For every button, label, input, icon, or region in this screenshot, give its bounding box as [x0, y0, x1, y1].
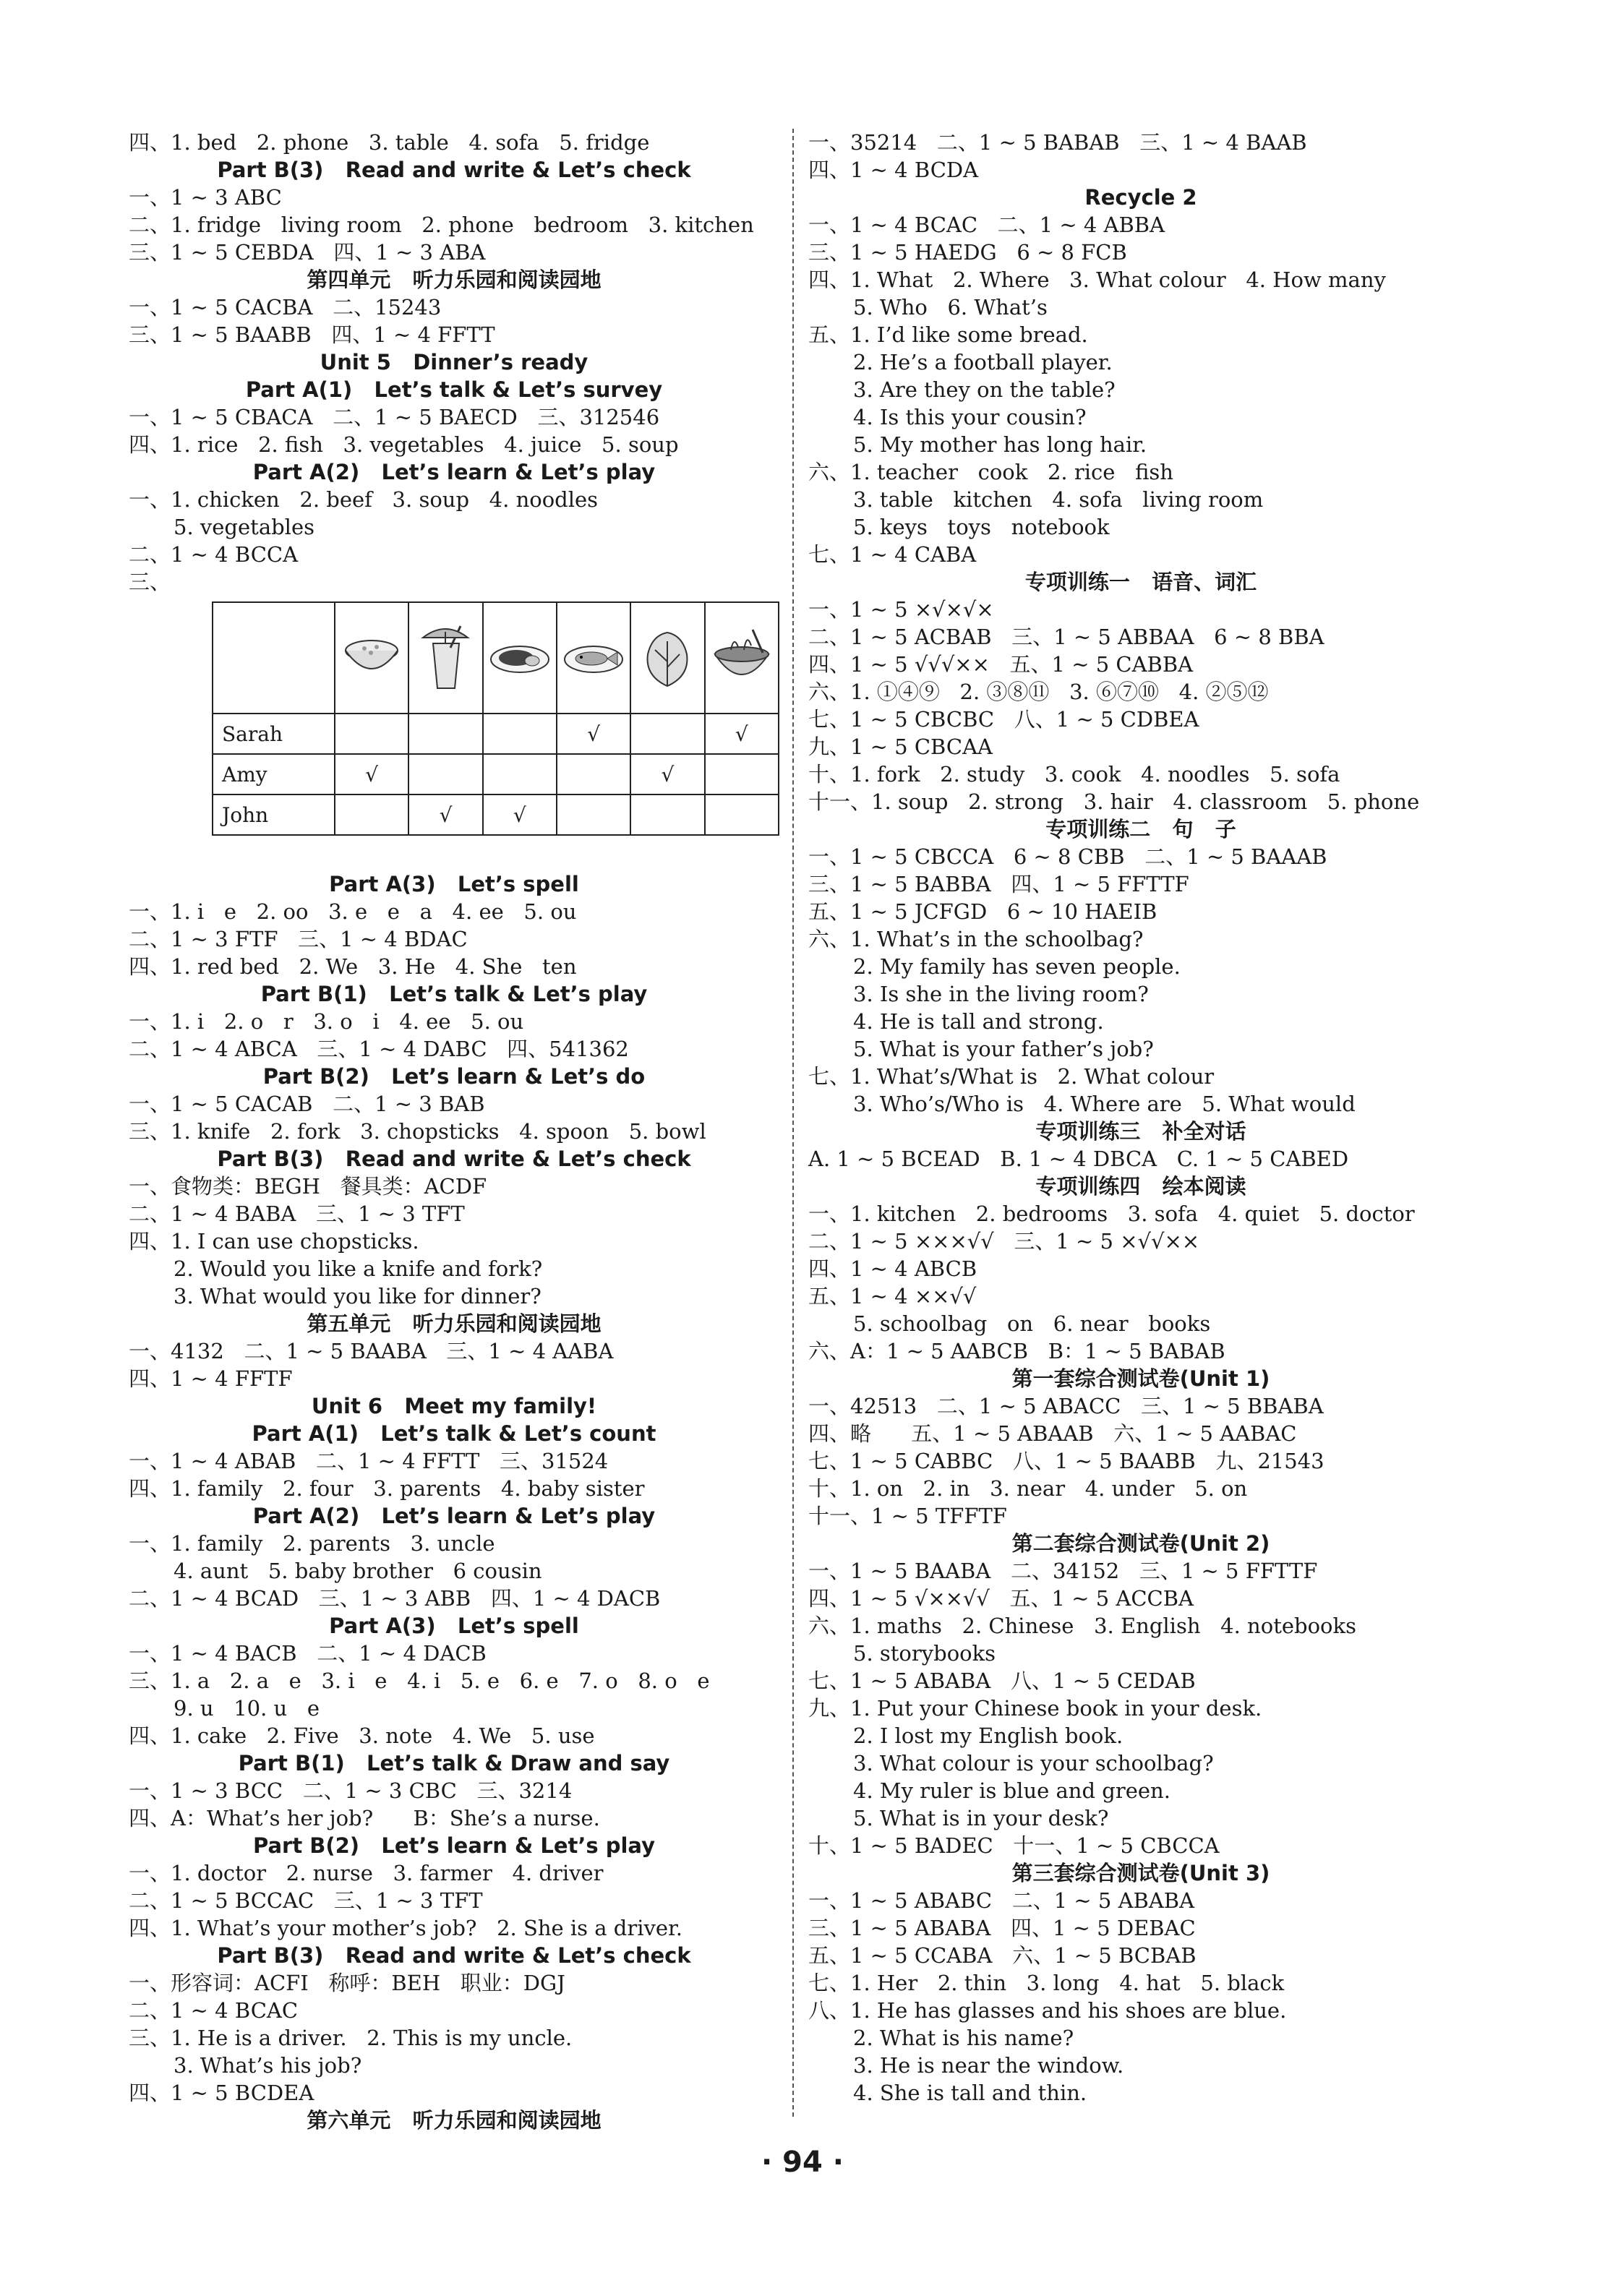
food-survey-table-wrap	[129, 596, 779, 870]
answer-line: 一、1 ~ 5 CBCCA 6 ~ 8 CBB 二、1 ~ 5 BAAAB	[808, 844, 1327, 869]
section-heading: Part B(2) Let’s learn & Let’s do	[262, 1064, 646, 1089]
answer-line: 二、1 ~ 4 BABA 三、1 ~ 3 TFT	[129, 1201, 465, 1226]
section-heading: 第二套综合测试卷(Unit 2)	[1011, 1531, 1270, 1556]
section-heading: Part B(1) Let’s talk & Let’s play	[260, 982, 648, 1006]
section-heading: 专项训练二 句 子	[1045, 817, 1236, 841]
section-heading: Part B(3) Read and write & Let’s check	[217, 1147, 691, 1171]
section-heading: 专项训练三 补全对话	[1035, 1119, 1246, 1144]
table-row-john	[213, 794, 779, 835]
answer-line: 3. table kitchen 4. sofa living room	[853, 487, 1264, 512]
answer-line: 3. What’s his job?	[174, 2053, 362, 2078]
answer-line: 5. Who 6. What’s	[853, 295, 1048, 320]
section-heading: Part B(3) Read and write & Let’s check	[217, 158, 691, 182]
section-heading: Part A(2) Let’s learn & Let’s play	[252, 1504, 656, 1528]
section-heading: 第六单元 听力乐园和阅读园地	[307, 2108, 602, 2133]
check-cell	[557, 754, 630, 794]
answer-line: 2. What is his name?	[853, 2026, 1074, 2050]
answer-line: 2. I lost my English book.	[853, 1723, 1124, 1748]
answer-line: 四、1. red bed 2. We 3. He 4. She ten	[129, 954, 577, 979]
check-cell: √	[557, 714, 630, 754]
answer-line: 四、1. cake 2. Five 3. note 4. We 5. use	[129, 1723, 595, 1748]
answer-line: 三、1 ~ 5 BABBA 四、1 ~ 5 FFTTF	[808, 872, 1189, 896]
answer-line: 3. What would you like for dinner?	[174, 1284, 542, 1308]
answer-line: 二、1 ~ 4 BCAC	[129, 1998, 299, 2023]
answer-line: 一、1 ~ 5 BAABA 二、34152 三、1 ~ 5 FFTTF	[808, 1559, 1318, 1583]
answer-line: 2. My family has seven people.	[853, 954, 1181, 979]
check-cell: √	[483, 794, 557, 835]
check-cell	[557, 794, 630, 835]
answer-line: 5. What is your father’s job?	[853, 1037, 1154, 1061]
answer-line: 一、1 ~ 3 ABC	[129, 185, 282, 210]
answer-line: 四、1. rice 2. fish 3. vegetables 4. juice 5. soup	[129, 432, 679, 457]
answer-line: 3. Is she in the living room?	[853, 982, 1149, 1006]
answer-line: 四、1 ~ 5 √××√√ 五、1 ~ 5 ACCBA	[808, 1586, 1194, 1611]
answer-line: 3. Who’s/Who is 4. Where are 5. What would	[853, 1092, 1356, 1116]
answer-line: 一、1. family 2. parents 3. uncle	[129, 1531, 495, 1556]
check-cell: √	[630, 754, 704, 794]
section-heading: Part A(3) Let’s spell	[329, 872, 579, 896]
answer-line: 一、42513 二、1 ~ 5 ABACC 三、1 ~ 5 BBABA	[808, 1394, 1324, 1418]
right-column	[808, 129, 1473, 2107]
answer-line: 六、1. maths 2. Chinese 3. English 4. notebooks	[808, 1614, 1356, 1638]
answer-line: 七、1 ~ 4 CABA	[808, 542, 977, 567]
answer-line: 四、1 ~ 4 BCDA	[808, 158, 979, 182]
answer-line: 3. What colour is your schoolbag?	[853, 1751, 1214, 1775]
answer-line: 七、1 ~ 5 CBCBC 八、1 ~ 5 CDBEA	[808, 707, 1199, 732]
answer-line: 5. schoolbag on 6. near books	[853, 1311, 1211, 1336]
answer-line: 二、1 ~ 5 BCCAC 三、1 ~ 3 TFT	[129, 1888, 483, 1913]
answer-line: 七、1 ~ 5 CABBC 八、1 ~ 5 BAABB 九、21543	[808, 1449, 1324, 1473]
answer-line: 三、1 ~ 5 HAEDG 6 ~ 8 FCB	[808, 240, 1127, 265]
check-cell	[408, 754, 482, 794]
check-cell	[705, 754, 779, 794]
answer-line: 四、1 ~ 4 ABCB	[808, 1256, 977, 1281]
answer-line: 2. He’s a football player.	[853, 350, 1113, 374]
answer-line: 六、A：1 ~ 5 AABCB B：1 ~ 5 BABAB	[808, 1339, 1225, 1363]
section-heading: Part A(2) Let’s learn & Let’s play	[252, 460, 656, 484]
answer-line: 4. My ruler is blue and green.	[853, 1778, 1170, 1803]
answer-line: 三、1 ~ 5 ABABA 四、1 ~ 5 DEBAC	[808, 1916, 1196, 1940]
section-heading: Part A(1) Let’s talk & Let’s count	[252, 1421, 656, 1446]
answer-line: 四、1 ~ 5 √√√×× 五、1 ~ 5 CABBA	[808, 652, 1194, 677]
section-heading: Recycle 2	[1084, 185, 1197, 210]
answer-line: 一、食物类：BEGH 餐具类：ACDF	[129, 1174, 487, 1199]
answer-line: 三、1 ~ 5 CEBDA 四、1 ~ 3 ABA	[129, 240, 486, 265]
answer-line: 三、1. knife 2. fork 3. chopsticks 4. spoon 5. bowl	[129, 1119, 706, 1144]
answer-line: 十一、1 ~ 5 TFFTF	[808, 1504, 1007, 1528]
left-block-b	[129, 870, 779, 2134]
answer-line: 五、1 ~ 4 ××√√	[808, 1284, 977, 1308]
answer-line: 5. storybooks	[853, 1641, 996, 1666]
answer-line: 十一、1. soup 2. strong 3. hair 4. classroom 5. phone	[808, 789, 1420, 814]
section-heading: Part A(1) Let’s talk & Let’s survey	[245, 377, 663, 402]
answer-line: 一、1 ~ 5 ×√×√×	[808, 597, 994, 622]
answer-line: 一、1. doctor 2. nurse 3. farmer 4. driver	[129, 1861, 604, 1885]
section-heading: 第五单元 听力乐园和阅读园地	[307, 1311, 602, 1336]
answer-line: 四、A：What’s her job? B：She’s a nurse.	[129, 1806, 600, 1830]
answer-line: 九、1. Put your Chinese book in your desk.	[808, 1696, 1262, 1721]
check-cell	[630, 714, 704, 754]
check-cell	[630, 794, 704, 835]
answer-line: 3. He is near the window.	[853, 2053, 1124, 2078]
check-cell	[335, 714, 408, 754]
answer-line: 五、1 ~ 5 CCABA 六、1 ~ 5 BCBAB	[808, 1943, 1197, 1968]
answer-line: 六、1. ①④⑨ 2. ③⑧⑪ 3. ⑥⑦⑩ 4. ②⑤⑫	[808, 680, 1269, 704]
answer-line: 5. vegetables	[174, 515, 314, 539]
answer-line: 九、1 ~ 5 CBCAA	[808, 734, 993, 759]
answer-line: 十、1. on 2. in 3. near 4. under 5. on	[808, 1476, 1248, 1501]
rice-bowl-icon	[335, 602, 408, 714]
answer-line: 4. He is tall and strong.	[853, 1009, 1104, 1034]
section-heading: 专项训练一 语音、词汇	[1024, 570, 1257, 594]
left-column	[129, 129, 779, 2134]
answer-line: 四、1. family 2. four 3. parents 4. baby sister	[129, 1476, 645, 1501]
juice-glass-icon	[408, 602, 482, 714]
answer-line: 一、1 ~ 4 BCAC 二、1 ~ 4 ABBA	[808, 213, 1165, 237]
table-row-sarah	[213, 714, 779, 754]
answer-line: 二、1. fridge living room 2. phone bedroom 3. kitchen	[129, 213, 754, 237]
section-heading: Part B(2) Let’s learn & Let’s play	[252, 1833, 656, 1858]
column-divider	[792, 129, 794, 2117]
answer-line: 四、1 ~ 4 FFTF	[129, 1366, 293, 1391]
answer-line: 三、1. He is a driver. 2. This is my uncle.	[129, 2026, 573, 2050]
table-corner-cell	[213, 602, 335, 714]
section-heading: 专项训练四 绘本阅读	[1035, 1174, 1246, 1199]
answer-line: 五、1 ~ 5 JCFGD 6 ~ 10 HAEIB	[808, 899, 1157, 924]
row-name: John	[213, 794, 335, 835]
answer-line: 3. Are they on the table?	[853, 377, 1116, 402]
beef-plate-icon	[483, 602, 557, 714]
answer-line: 一、1 ~ 4 BACB 二、1 ~ 4 DACB	[129, 1641, 487, 1666]
answer-line: 一、1 ~ 5 CBACA 二、1 ~ 5 BAECD 三、312546	[129, 405, 660, 429]
section-heading: Part B(1) Let’s talk & Draw and say	[238, 1751, 670, 1775]
section-heading: Part A(3) Let’s spell	[329, 1614, 579, 1638]
answer-line: 七、1 ~ 5 ABABA 八、1 ~ 5 CEDAB	[808, 1669, 1196, 1693]
section-heading: 第一套综合测试卷(Unit 1)	[1011, 1366, 1270, 1391]
answer-line: 一、1 ~ 5 ABABC 二、1 ~ 5 ABABA	[808, 1888, 1195, 1913]
answer-line: 一、1. i e 2. oo 3. e e a 4. ee 5. ou	[129, 899, 577, 924]
answer-line: 四、略 五、1 ~ 5 ABAAB 六、1 ~ 5 AABAC	[808, 1421, 1297, 1446]
vegetables-icon	[630, 602, 704, 714]
answer-line: 七、1. Her 2. thin 3. long 4. hat 5. black	[808, 1971, 1285, 1995]
table-icon-row	[213, 602, 779, 714]
answer-line: 二、1 ~ 3 FTF 三、1 ~ 4 BDAC	[129, 927, 468, 951]
answer-line: 一、形容词：ACFI 称呼：BEH 职业：DGJ	[129, 1971, 565, 1995]
answer-line: 三、1. a 2. a e 3. i e 4. i 5. e 6. e 7. o 8. o e	[129, 1669, 710, 1693]
answer-line: 一、1. i 2. o r 3. o i 4. ee 5. ou	[129, 1009, 524, 1034]
answer-line: 一、4132 二、1 ~ 5 BAABA 三、1 ~ 4 AABA	[129, 1339, 614, 1363]
section-heading: Unit 5 Dinner’s ready	[320, 350, 588, 374]
food-survey-table	[212, 601, 779, 836]
section-heading: 第三套综合测试卷(Unit 3)	[1011, 1861, 1270, 1885]
check-cell: √	[408, 794, 482, 835]
answer-line: 二、1 ~ 4 BCAD 三、1 ~ 3 ABB 四、1 ~ 4 DACB	[129, 1586, 661, 1611]
answer-line: 5. keys toys notebook	[853, 515, 1110, 539]
answer-line: 4. Is this your cousin?	[853, 405, 1087, 429]
table-row-amy	[213, 754, 779, 794]
answer-line: 八、1. He has glasses and his shoes are blue.	[808, 1998, 1287, 2023]
section-heading: Part B(3) Read and write & Let’s check	[217, 1943, 691, 1968]
check-cell: √	[335, 754, 408, 794]
noodle-soup-icon	[705, 602, 779, 714]
answer-line: 9. u 10. u e	[174, 1696, 320, 1721]
fish-plate-icon	[557, 602, 630, 714]
answer-line: 一、35214 二、1 ~ 5 BABAB 三、1 ~ 4 BAAB	[808, 130, 1307, 155]
answer-line: 4. She is tall and thin.	[853, 2081, 1087, 2105]
answer-line: 七、1. What’s/What is 2. What colour	[808, 1064, 1215, 1089]
answer-line: 5. My mother has long hair.	[853, 432, 1147, 457]
answer-line: 四、1. What’s your mother’s job? 2. She is a driver.	[129, 1916, 682, 1940]
answer-line: 二、1 ~ 4 BCCA	[129, 542, 299, 567]
section-heading: 第四单元 听力乐园和阅读园地	[307, 267, 602, 292]
answer-line: 一、1 ~ 3 BCC 二、1 ~ 3 CBC 三、3214	[129, 1778, 573, 1803]
check-cell	[705, 794, 779, 835]
answer-line: 一、1 ~ 5 CACAB 二、1 ~ 3 BAB	[129, 1092, 485, 1116]
answer-line: 5. What is in your desk?	[853, 1806, 1109, 1830]
check-cell	[335, 794, 408, 835]
left-block-a	[129, 129, 779, 596]
answer-line: A. 1 ~ 5 BCEAD B. 1 ~ 4 DBCA C. 1 ~ 5 CABED	[808, 1147, 1349, 1171]
check-cell	[408, 714, 482, 754]
answer-line: 2. Would you like a knife and fork?	[174, 1256, 543, 1281]
check-cell: √	[705, 714, 779, 754]
answer-line: 四、1. bed 2. phone 3. table 4. sofa 5. fridge	[129, 130, 650, 155]
section-heading: Unit 6 Meet my family!	[311, 1394, 597, 1418]
answer-line: 一、1 ~ 4 ABAB 二、1 ~ 4 FFTT 三、31524	[129, 1449, 609, 1473]
row-name: Sarah	[213, 714, 335, 754]
row-name: Amy	[213, 754, 335, 794]
answer-line: 六、1. What’s in the schoolbag?	[808, 927, 1144, 951]
answer-line: 四、1. I can use chopsticks.	[129, 1229, 419, 1254]
answer-line: 三、1 ~ 5 BAABB 四、1 ~ 4 FFTT	[129, 322, 495, 347]
page-number: · 94 ·	[761, 2146, 844, 2179]
answer-line: 一、1. kitchen 2. bedrooms 3. sofa 4. quiet 5. doctor	[808, 1201, 1415, 1226]
check-cell	[483, 714, 557, 754]
answer-line: 4. aunt 5. baby brother 6 cousin	[174, 1559, 542, 1583]
answer-line: 一、1 ~ 5 CACBA 二、15243	[129, 295, 442, 320]
answer-line: 二、1 ~ 5 ×××√√ 三、1 ~ 5 ×√√××	[808, 1229, 1200, 1254]
check-cell	[483, 754, 557, 794]
answer-line: 六、1. teacher cook 2. rice fish	[808, 460, 1173, 484]
answer-line: 十、1 ~ 5 BADEC 十一、1 ~ 5 CBCCA	[808, 1833, 1220, 1858]
answer-line: 四、1. What 2. Where 3. What colour 4. How many	[808, 267, 1386, 292]
answer-line: 四、1 ~ 5 BCDEA	[129, 2081, 314, 2105]
answer-line: 三、	[129, 570, 171, 594]
answer-line: 二、1 ~ 5 ACBAB 三、1 ~ 5 ABBAA 6 ~ 8 BBA	[808, 625, 1324, 649]
answer-line: 五、1. I’d like some bread.	[808, 322, 1088, 347]
answer-line: 一、1. chicken 2. beef 3. soup 4. noodles	[129, 487, 599, 512]
answer-line: 二、1 ~ 4 ABCA 三、1 ~ 4 DABC 四、541362	[129, 1037, 629, 1061]
answer-line: 十、1. fork 2. study 3. cook 4. noodles 5. sofa	[808, 762, 1340, 787]
